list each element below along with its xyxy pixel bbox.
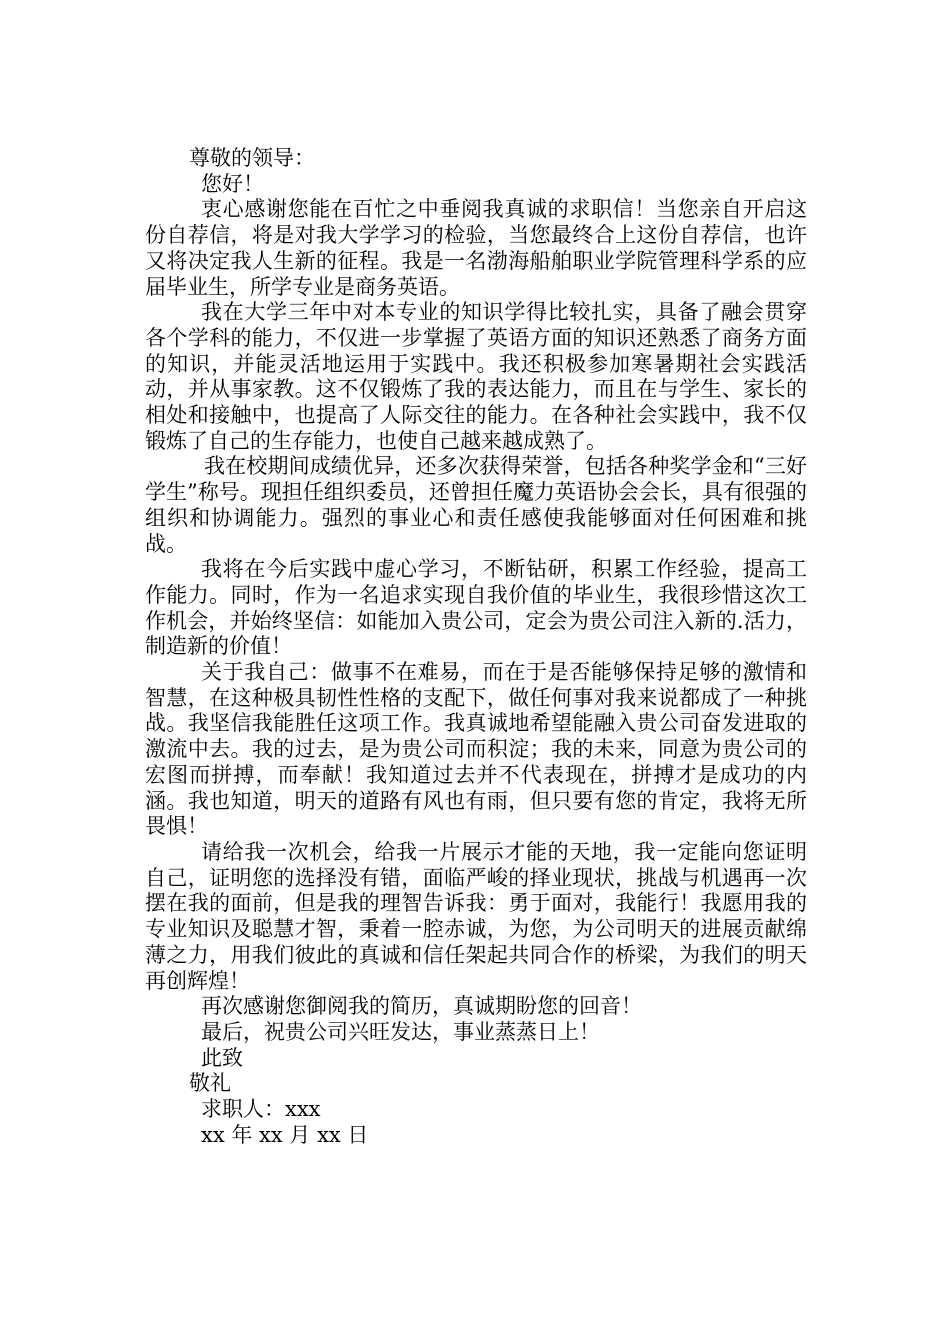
signature-line: 求职人：xxx <box>201 1097 321 1122</box>
salutation: 尊敬的领导： <box>189 146 315 170</box>
regards-line: 敬礼 <box>189 1071 231 1096</box>
paragraph-future: 我将在今后实践中虚心学习，不断钻研，积累工作经验，提高工作能力。同时，作为一名追求实现自我价值的毕业生，我很珍惜这次工作机会，并始终坚信：如能加入贵公司，定会为贵公司注入新的.活力，制造新的价值！ <box>145 557 807 659</box>
paragraph-request: 请给我一次机会，给我一片展示才能的天地，我一定能向您证明自己，证明您的选择没有错，面临严峻的择业现状，挑战与机遇再一次摆在我的面前，但是我的理智告诉我：勇于面对，我能行！我愿用我的专业知识及聪慧才智，秉着一腔赤诚，为您，为公司明天的进展贡献绵薄之力，用我们彼此的真诚和信任架起共同合作的桥梁，为我们的明天再创辉煌！ <box>145 839 807 993</box>
closing-line: 此致 <box>201 1045 243 1070</box>
greeting: 您好！ <box>201 171 264 196</box>
paragraph-introduction: 衷心感谢您能在百忙之中垂阅我真诚的求职信！当您亲自开启这份自荐信，将是对我大学学习的检验，当您最终合上这份自荐信，也许又将决定我人生新的征程。我是一名渤海船舶职业学院管理科学系的应届毕业生，所学专业是商务英语。 <box>145 197 807 299</box>
thanks-line: 再次感谢您御阅我的简历，真诚期盼您的回音！ <box>201 994 642 1019</box>
cover-letter <box>145 146 807 1148</box>
paragraph-achievements: 我在校期间成绩优异，还多次获得荣誉，包括各种奖学金和“三好学生”称号。现担任组织委员，还曾担任魔力英语协会会长，具有很强的组织和协调能力。强烈的事业心和责任感使我能够面对任何困难和挑战。 <box>145 454 807 556</box>
wishes-line: 最后，祝贵公司兴旺发达，事业蒸蒸日上！ <box>201 1019 600 1044</box>
paragraph-studies: 我在大学三年中对本专业的知识学得比较扎实，具备了融会贯穿各个学科的能力，不仅进一步掌握了英语方面的知识还熟悉了商务方面的知识，并能灵活地运用于实践中。我还积极参加寒暑期社会实践活动，并从事家教。这不仅锻炼了我的表达能力，而且在与学生、家长的相处和接触中，也提高了人际交往的能力。在各种社会实践中，我不仅锻炼了自己的生存能力，也使自己越来越成熟了。 <box>145 300 807 453</box>
date-line: xx 年 xx 月 xx 日 <box>201 1122 369 1147</box>
paragraph-about-me: 关于我自己：做事不在难易，而在于是否能够保持足够的激情和智慧，在这种极具韧性性格的支配下，做任何事对我来说都成了一种挑战。我坚信我能胜任这项工作。我真诚地希望能融入贵公司奋发进取的激流中去。我的过去，是为贵公司而积淀；我的未来，同意为贵公司的宏图而拼搏，而奉献！我知道过去并不代表现在，拼搏才是成功的内涵。我也知道，明天的道路有风也有雨，但只要有您的肯定，我将无所畏惧！ <box>145 660 807 839</box>
